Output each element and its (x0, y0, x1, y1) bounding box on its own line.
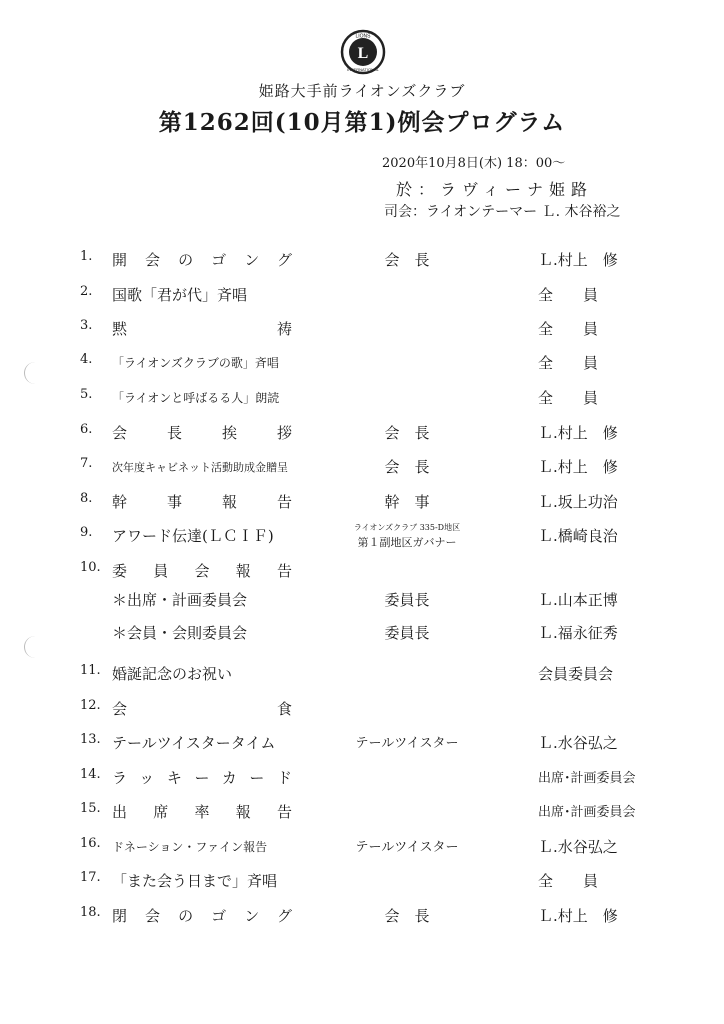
meeting-venue: 於：ラヴィーナ姫路 (396, 180, 594, 199)
item-person: 全 員 (538, 872, 599, 890)
item-title: ラッキーカード (112, 769, 292, 787)
program-item (0, 558, 724, 582)
item-person: Ｌ.村上 修 (538, 251, 618, 269)
item-role-sub: ライオンズクラブ 335-D地区 (353, 523, 461, 532)
item-person: Ｌ.山本正博 (538, 591, 618, 609)
program-item (0, 350, 724, 374)
item-person: Ｌ.水谷弘之 (538, 734, 618, 752)
item-title: 国歌「君が代」斉唱 (112, 286, 248, 304)
program-item (0, 661, 724, 685)
item-number: 3. (80, 318, 93, 333)
program-item (0, 316, 724, 340)
item-person: 出席･計画委員会 (538, 771, 636, 786)
item-number: 8. (80, 491, 93, 506)
item-person: Ｌ.村上 修 (538, 907, 618, 925)
item-number: 7. (80, 456, 93, 471)
item-person: 全 員 (538, 286, 599, 304)
item-role: 会 長 (384, 907, 430, 925)
item-number: 16. (80, 836, 101, 851)
item-title: 出席率報告 (112, 803, 292, 821)
item-person: 会員委員会 (538, 665, 614, 683)
program-title: 第1262回(10月第1)例会プログラム (158, 109, 566, 136)
item-title: 黙 祷 (112, 320, 292, 338)
program-item (0, 868, 724, 892)
program-item (0, 454, 724, 478)
item-title: ＊出席・計画委員会 (112, 591, 248, 609)
item-title: 「ライオンズクラブの歌」斉唱 (112, 356, 279, 370)
program-item (0, 282, 724, 306)
program-item (0, 489, 724, 513)
item-number: 12. (80, 698, 101, 713)
item-person: Ｌ.村上 修 (538, 424, 618, 442)
item-number: 6. (80, 422, 93, 437)
item-person: Ｌ.坂上功治 (538, 493, 618, 511)
item-role: 会 長 (384, 424, 430, 442)
item-title: 「また会う日まで」斉唱 (112, 872, 278, 890)
item-person: 出席･計画委員会 (538, 805, 636, 820)
item-number: 15. (80, 801, 101, 816)
program-subitem (0, 620, 724, 644)
program-subitem (0, 587, 724, 611)
item-role: 幹 事 (384, 493, 430, 511)
item-role: 第１副地区ガバナー (357, 536, 457, 549)
item-number: 4. (80, 352, 93, 367)
program-item (0, 696, 724, 720)
item-title: 幹事報告 (112, 493, 292, 511)
program-item (0, 523, 724, 553)
item-person: Ｌ.村上 修 (538, 458, 618, 476)
svg-text:L: L (357, 45, 369, 62)
item-role: 会 長 (384, 251, 430, 269)
lions-logo (340, 29, 386, 75)
item-person: Ｌ.橋崎良治 (538, 527, 618, 545)
item-title: 次年度キャビネット活動助成金贈呈 (112, 461, 288, 474)
item-person: Ｌ.福永征秀 (538, 624, 618, 642)
program-item (0, 834, 724, 858)
item-number: 14. (80, 767, 101, 782)
item-person: Ｌ.水谷弘之 (538, 838, 618, 856)
program-item (0, 385, 724, 409)
item-title: 委員会報告 (112, 562, 292, 580)
program-item (0, 730, 724, 754)
item-role: テールツイスター (355, 736, 459, 751)
item-person: 全 員 (538, 354, 599, 372)
program-item (0, 420, 724, 444)
item-number: 5. (80, 387, 93, 402)
item-number: 1. (80, 249, 93, 264)
item-number: 9. (80, 525, 93, 540)
meeting-date: 2020年10月8日(木) 18：00～ (382, 156, 566, 171)
item-person: 全 員 (538, 389, 599, 407)
item-title: テールツイスタータイム (112, 734, 276, 752)
item-number: 10. (80, 560, 101, 575)
item-number: 11. (80, 663, 101, 678)
item-title: 会長挨拶 (112, 424, 292, 442)
item-title: 閉会のゴング (112, 907, 292, 925)
item-number: 17. (80, 870, 101, 885)
item-title: 「ライオンと呼ばるる人」朗読 (112, 391, 280, 405)
program-item (0, 903, 724, 927)
item-title: 会 食 (112, 700, 292, 718)
svg-text:INTERNATIONAL: INTERNATIONAL (347, 67, 379, 72)
item-role: 委員長 (384, 591, 430, 609)
item-title: アワード伝達(ＬＣＩＦ) (112, 527, 274, 545)
item-role: 会 長 (384, 458, 430, 476)
program-item (0, 765, 724, 789)
club-name: 姫路大手前ライオンズクラブ (258, 82, 466, 100)
program-item (0, 799, 724, 823)
item-title: ドネーション・ファイン報告 (112, 840, 268, 854)
item-number: 18. (80, 905, 101, 920)
item-number: 13. (80, 732, 101, 747)
item-role: テールツイスター (355, 840, 459, 855)
svg-text:LIONS: LIONS (355, 33, 371, 40)
item-title: 開会のゴング (112, 251, 292, 269)
item-title: 婚誕記念のお祝い (112, 665, 233, 683)
master-of-ceremonies: 司会：ライオンテーマー Ｌ. 木谷裕之 (384, 204, 621, 220)
program-item (0, 247, 724, 271)
item-role: 委員長 (384, 624, 430, 642)
item-number: 2. (80, 284, 93, 299)
item-person: 全 員 (538, 320, 599, 338)
item-title: ＊会員・会則委員会 (112, 624, 248, 642)
